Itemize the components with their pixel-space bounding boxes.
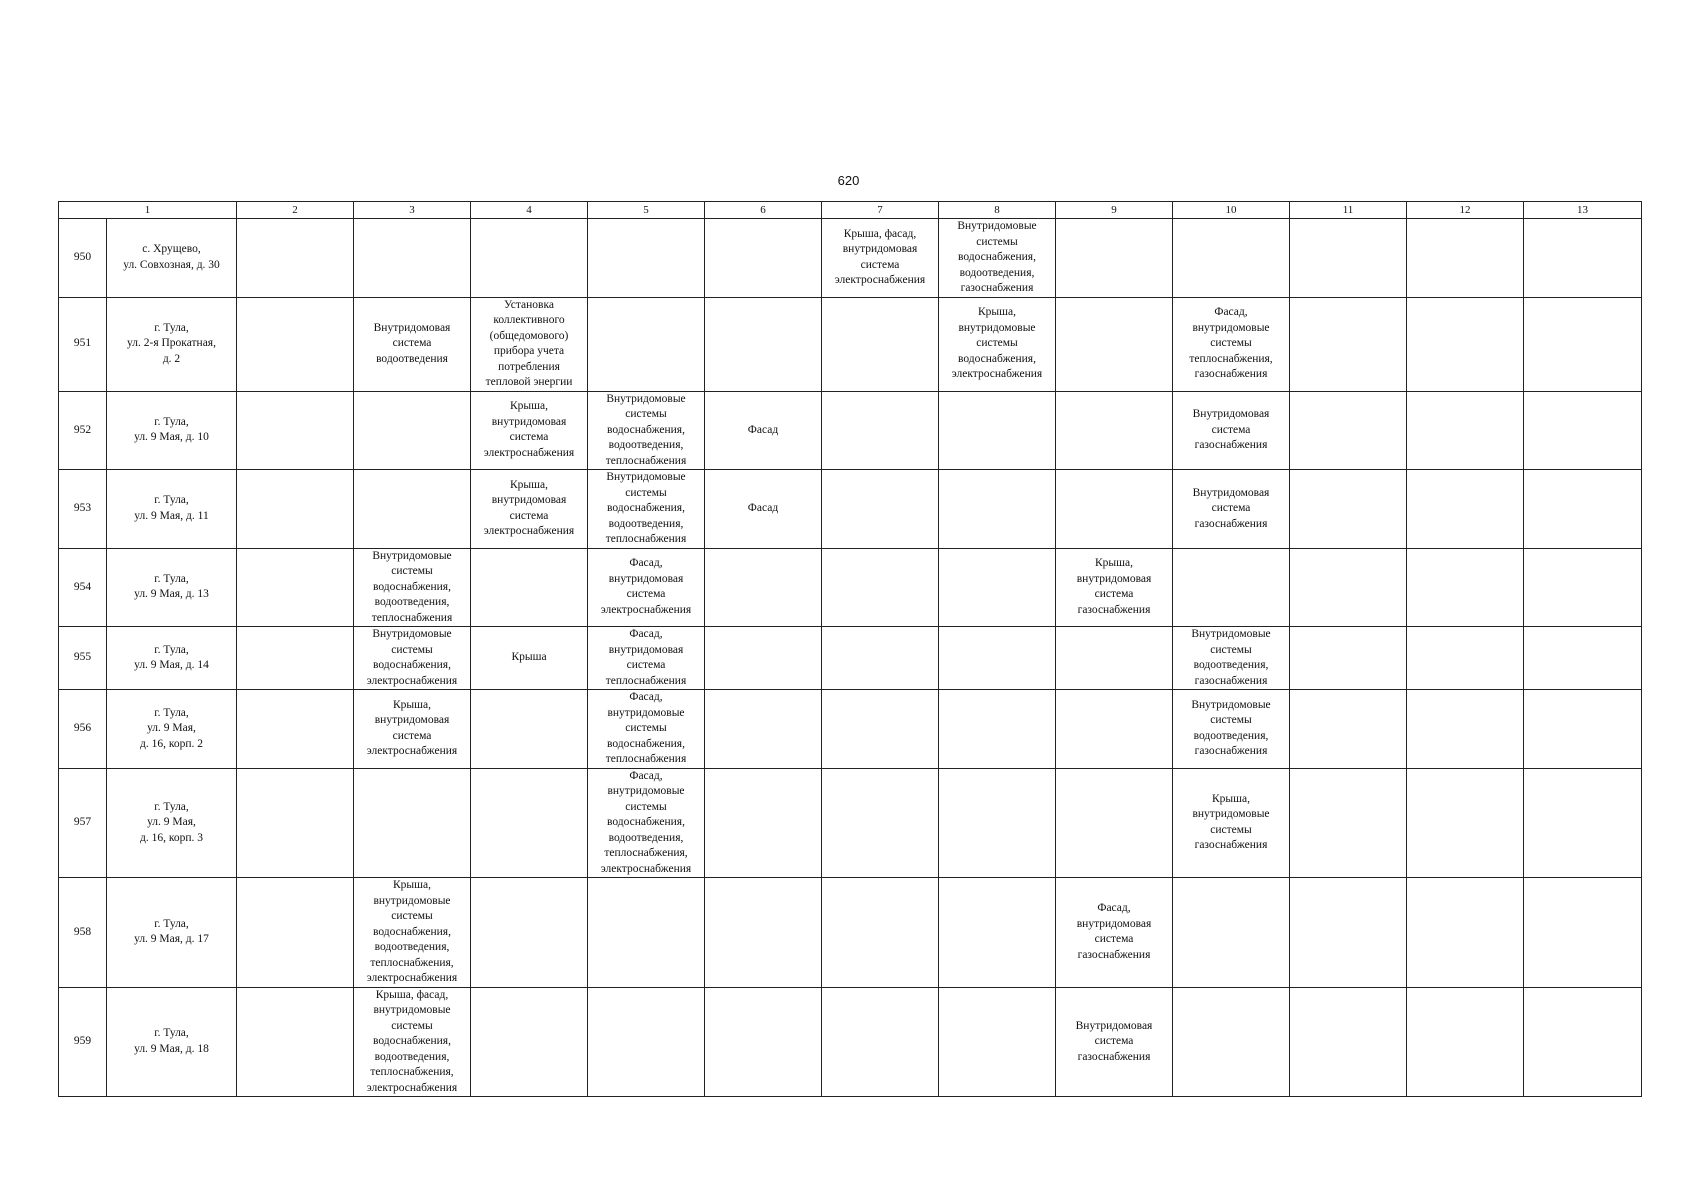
work-type-cell xyxy=(237,219,354,298)
column-number-header: 5 xyxy=(588,202,705,219)
work-type-cell xyxy=(1524,627,1642,690)
column-number-header: 2 xyxy=(237,202,354,219)
address-cell: г. Тула, ул. 9 Мая, д. 13 xyxy=(107,548,237,627)
work-type-cell xyxy=(588,297,705,391)
work-type-cell xyxy=(705,768,822,878)
column-number-header: 4 xyxy=(471,202,588,219)
work-type-cell xyxy=(939,470,1056,549)
work-type-cell xyxy=(1056,690,1173,769)
table-row xyxy=(59,219,1642,298)
row-number: 956 xyxy=(59,690,107,769)
column-number-header: 13 xyxy=(1524,202,1642,219)
work-type-cell xyxy=(822,391,939,470)
work-type-cell xyxy=(1056,768,1173,878)
row-number: 954 xyxy=(59,548,107,627)
work-type-cell xyxy=(1173,548,1290,627)
work-type-cell xyxy=(822,768,939,878)
work-type-cell: Фасад xyxy=(705,470,822,549)
work-type-cell xyxy=(1407,878,1524,988)
work-type-cell xyxy=(1407,987,1524,1097)
work-type-cell: Крыша, внутридомовые системы газоснабжения xyxy=(1173,768,1290,878)
row-number: 950 xyxy=(59,219,107,298)
work-type-cell xyxy=(1290,219,1407,298)
work-type-cell xyxy=(1524,987,1642,1097)
work-type-cell xyxy=(705,690,822,769)
work-type-cell xyxy=(705,878,822,988)
column-number-header-row xyxy=(59,202,1642,219)
work-type-cell xyxy=(1056,391,1173,470)
work-type-cell xyxy=(354,470,471,549)
work-type-cell xyxy=(1056,470,1173,549)
address-cell: г. Тула, ул. 9 Мая, д. 10 xyxy=(107,391,237,470)
work-type-cell xyxy=(354,768,471,878)
work-type-cell xyxy=(1056,219,1173,298)
row-number: 955 xyxy=(59,627,107,690)
work-type-cell: Внутридомовая система газоснабжения xyxy=(1173,391,1290,470)
work-type-cell xyxy=(1290,470,1407,549)
work-type-cell: Крыша, внутридомовая система электроснабжения xyxy=(471,391,588,470)
work-type-cell xyxy=(1407,627,1524,690)
work-type-cell xyxy=(1290,768,1407,878)
column-number-header: 7 xyxy=(822,202,939,219)
work-type-cell xyxy=(822,548,939,627)
work-type-cell xyxy=(705,627,822,690)
work-type-cell xyxy=(1290,627,1407,690)
work-type-cell xyxy=(1407,297,1524,391)
column-number-header: 12 xyxy=(1407,202,1524,219)
table-row xyxy=(59,627,1642,690)
address-cell: г. Тула, ул. 2-я Прокатная, д. 2 xyxy=(107,297,237,391)
work-type-cell xyxy=(588,219,705,298)
work-type-cell: Крыша, внутридомовая система электроснабжения xyxy=(354,690,471,769)
column-number-header: 3 xyxy=(354,202,471,219)
work-type-cell xyxy=(939,768,1056,878)
work-type-cell: Крыша xyxy=(471,627,588,690)
work-type-cell xyxy=(705,219,822,298)
repair-schedule-table xyxy=(58,201,1642,1097)
work-type-cell xyxy=(1290,987,1407,1097)
column-number-header: 9 xyxy=(1056,202,1173,219)
work-type-cell xyxy=(1056,627,1173,690)
work-type-cell xyxy=(471,690,588,769)
work-type-cell xyxy=(1407,768,1524,878)
address-cell: г. Тула, ул. 9 Мая, д. 16, корп. 3 xyxy=(107,768,237,878)
table-row xyxy=(59,391,1642,470)
work-type-cell xyxy=(1407,391,1524,470)
work-type-cell xyxy=(237,548,354,627)
work-type-cell xyxy=(1524,768,1642,878)
address-cell: г. Тула, ул. 9 Мая, д. 11 xyxy=(107,470,237,549)
work-type-cell: Внутридомовые системы водоснабжения, электроснабжения xyxy=(354,627,471,690)
work-type-cell: Фасад, внутридомовая система газоснабжения xyxy=(1056,878,1173,988)
work-type-cell xyxy=(471,878,588,988)
work-type-cell: Установка коллективного (общедомового) прибора учета потребления тепловой энергии xyxy=(471,297,588,391)
address-cell: с. Хрущево, ул. Совхозная, д. 30 xyxy=(107,219,237,298)
row-number: 952 xyxy=(59,391,107,470)
row-number: 958 xyxy=(59,878,107,988)
work-type-cell xyxy=(1407,219,1524,298)
table-row xyxy=(59,768,1642,878)
column-number-header: 8 xyxy=(939,202,1056,219)
work-type-cell xyxy=(822,878,939,988)
work-type-cell xyxy=(1173,987,1290,1097)
work-type-cell xyxy=(471,768,588,878)
table-body xyxy=(59,202,1642,1097)
work-type-cell: Крыша, фасад, внутридомовые системы водоснабжения, водоотведения, теплоснабжения, электроснабжения xyxy=(354,987,471,1097)
work-type-cell xyxy=(1173,878,1290,988)
table-row xyxy=(59,297,1642,391)
work-type-cell xyxy=(237,987,354,1097)
work-type-cell xyxy=(1290,878,1407,988)
work-type-cell xyxy=(1290,548,1407,627)
work-type-cell xyxy=(939,987,1056,1097)
work-type-cell xyxy=(471,548,588,627)
work-type-cell xyxy=(588,878,705,988)
work-type-cell xyxy=(1524,297,1642,391)
work-type-cell: Фасад, внутридомовые системы теплоснабжения, газоснабжения xyxy=(1173,297,1290,391)
address-cell: г. Тула, ул. 9 Мая, д. 18 xyxy=(107,987,237,1097)
work-type-cell xyxy=(822,690,939,769)
work-type-cell xyxy=(822,470,939,549)
work-type-cell: Внутридомовая система газоснабжения xyxy=(1173,470,1290,549)
column-number-header: 6 xyxy=(705,202,822,219)
work-type-cell xyxy=(471,219,588,298)
work-type-cell xyxy=(939,391,1056,470)
work-type-cell: Фасад xyxy=(705,391,822,470)
work-type-cell xyxy=(237,297,354,391)
table-row xyxy=(59,548,1642,627)
work-type-cell xyxy=(1407,690,1524,769)
work-type-cell: Крыша, внутридомовые системы водоснабжения, электроснабжения xyxy=(939,297,1056,391)
row-number: 957 xyxy=(59,768,107,878)
work-type-cell xyxy=(1407,470,1524,549)
work-type-cell: Крыша, внутридомовая система электроснабжения xyxy=(471,470,588,549)
work-type-cell xyxy=(705,297,822,391)
work-type-cell: Внутридомовые системы водоснабжения, водоотведения, теплоснабжения xyxy=(588,470,705,549)
address-cell: г. Тула, ул. 9 Мая, д. 16, корп. 2 xyxy=(107,690,237,769)
work-type-cell xyxy=(1524,391,1642,470)
row-number: 959 xyxy=(59,987,107,1097)
work-type-cell: Внутридомовые системы водоснабжения, водоотведения, газоснабжения xyxy=(939,219,1056,298)
table-row xyxy=(59,878,1642,988)
table-row xyxy=(59,987,1642,1097)
work-type-cell xyxy=(1290,391,1407,470)
work-type-cell: Внутридомовые системы водоотведения, газоснабжения xyxy=(1173,627,1290,690)
work-type-cell xyxy=(237,391,354,470)
column-number-header: 11 xyxy=(1290,202,1407,219)
work-type-cell xyxy=(1290,297,1407,391)
work-type-cell: Крыша, внутридомовые системы водоснабжения, водоотведения, теплоснабжения, электроснабжения xyxy=(354,878,471,988)
address-cell: г. Тула, ул. 9 Мая, д. 14 xyxy=(107,627,237,690)
work-type-cell xyxy=(939,878,1056,988)
row-number: 953 xyxy=(59,470,107,549)
work-type-cell: Внутридомовая система газоснабжения xyxy=(1056,987,1173,1097)
work-type-cell: Фасад, внутридомовая система электроснабжения xyxy=(588,548,705,627)
column-number-header: 1 xyxy=(59,202,237,219)
work-type-cell xyxy=(237,690,354,769)
work-type-cell xyxy=(1524,878,1642,988)
table-row xyxy=(59,470,1642,549)
work-type-cell xyxy=(1056,297,1173,391)
work-type-cell xyxy=(1524,548,1642,627)
work-type-cell: Фасад, внутридомовая система теплоснабжения xyxy=(588,627,705,690)
work-type-cell: Крыша, внутридомовая система газоснабжения xyxy=(1056,548,1173,627)
work-type-cell xyxy=(822,987,939,1097)
work-type-cell xyxy=(237,878,354,988)
work-type-cell: Фасад, внутридомовые системы водоснабжения, теплоснабжения xyxy=(588,690,705,769)
work-type-cell: Фасад, внутридомовые системы водоснабжения, водоотведения, теплоснабжения, электроснабжения xyxy=(588,768,705,878)
work-type-cell: Крыша, фасад, внутридомовая система электроснабжения xyxy=(822,219,939,298)
work-type-cell: Внутридомовые системы водоотведения, газоснабжения xyxy=(1173,690,1290,769)
work-type-cell xyxy=(1524,219,1642,298)
work-type-cell xyxy=(1173,219,1290,298)
work-type-cell xyxy=(237,768,354,878)
work-type-cell xyxy=(354,219,471,298)
row-number: 951 xyxy=(59,297,107,391)
work-type-cell: Внутридомовые системы водоснабжения, водоотведения, теплоснабжения xyxy=(588,391,705,470)
work-type-cell xyxy=(822,297,939,391)
address-cell: г. Тула, ул. 9 Мая, д. 17 xyxy=(107,878,237,988)
work-type-cell xyxy=(1524,690,1642,769)
work-type-cell xyxy=(237,470,354,549)
work-type-cell xyxy=(354,391,471,470)
work-type-cell: Внутридомовая система водоотведения xyxy=(354,297,471,391)
work-type-cell xyxy=(705,987,822,1097)
work-type-cell xyxy=(705,548,822,627)
work-type-cell xyxy=(1290,690,1407,769)
work-type-cell xyxy=(1524,470,1642,549)
work-type-cell xyxy=(237,627,354,690)
work-type-cell xyxy=(939,548,1056,627)
work-type-cell xyxy=(939,690,1056,769)
work-type-cell xyxy=(939,627,1056,690)
table-row xyxy=(59,690,1642,769)
work-type-cell: Внутридомовые системы водоснабжения, водоотведения, теплоснабжения xyxy=(354,548,471,627)
work-type-cell xyxy=(588,987,705,1097)
column-number-header: 10 xyxy=(1173,202,1290,219)
work-type-cell xyxy=(1407,548,1524,627)
page-number: 620 xyxy=(837,173,860,188)
work-type-cell xyxy=(471,987,588,1097)
work-type-cell xyxy=(822,627,939,690)
